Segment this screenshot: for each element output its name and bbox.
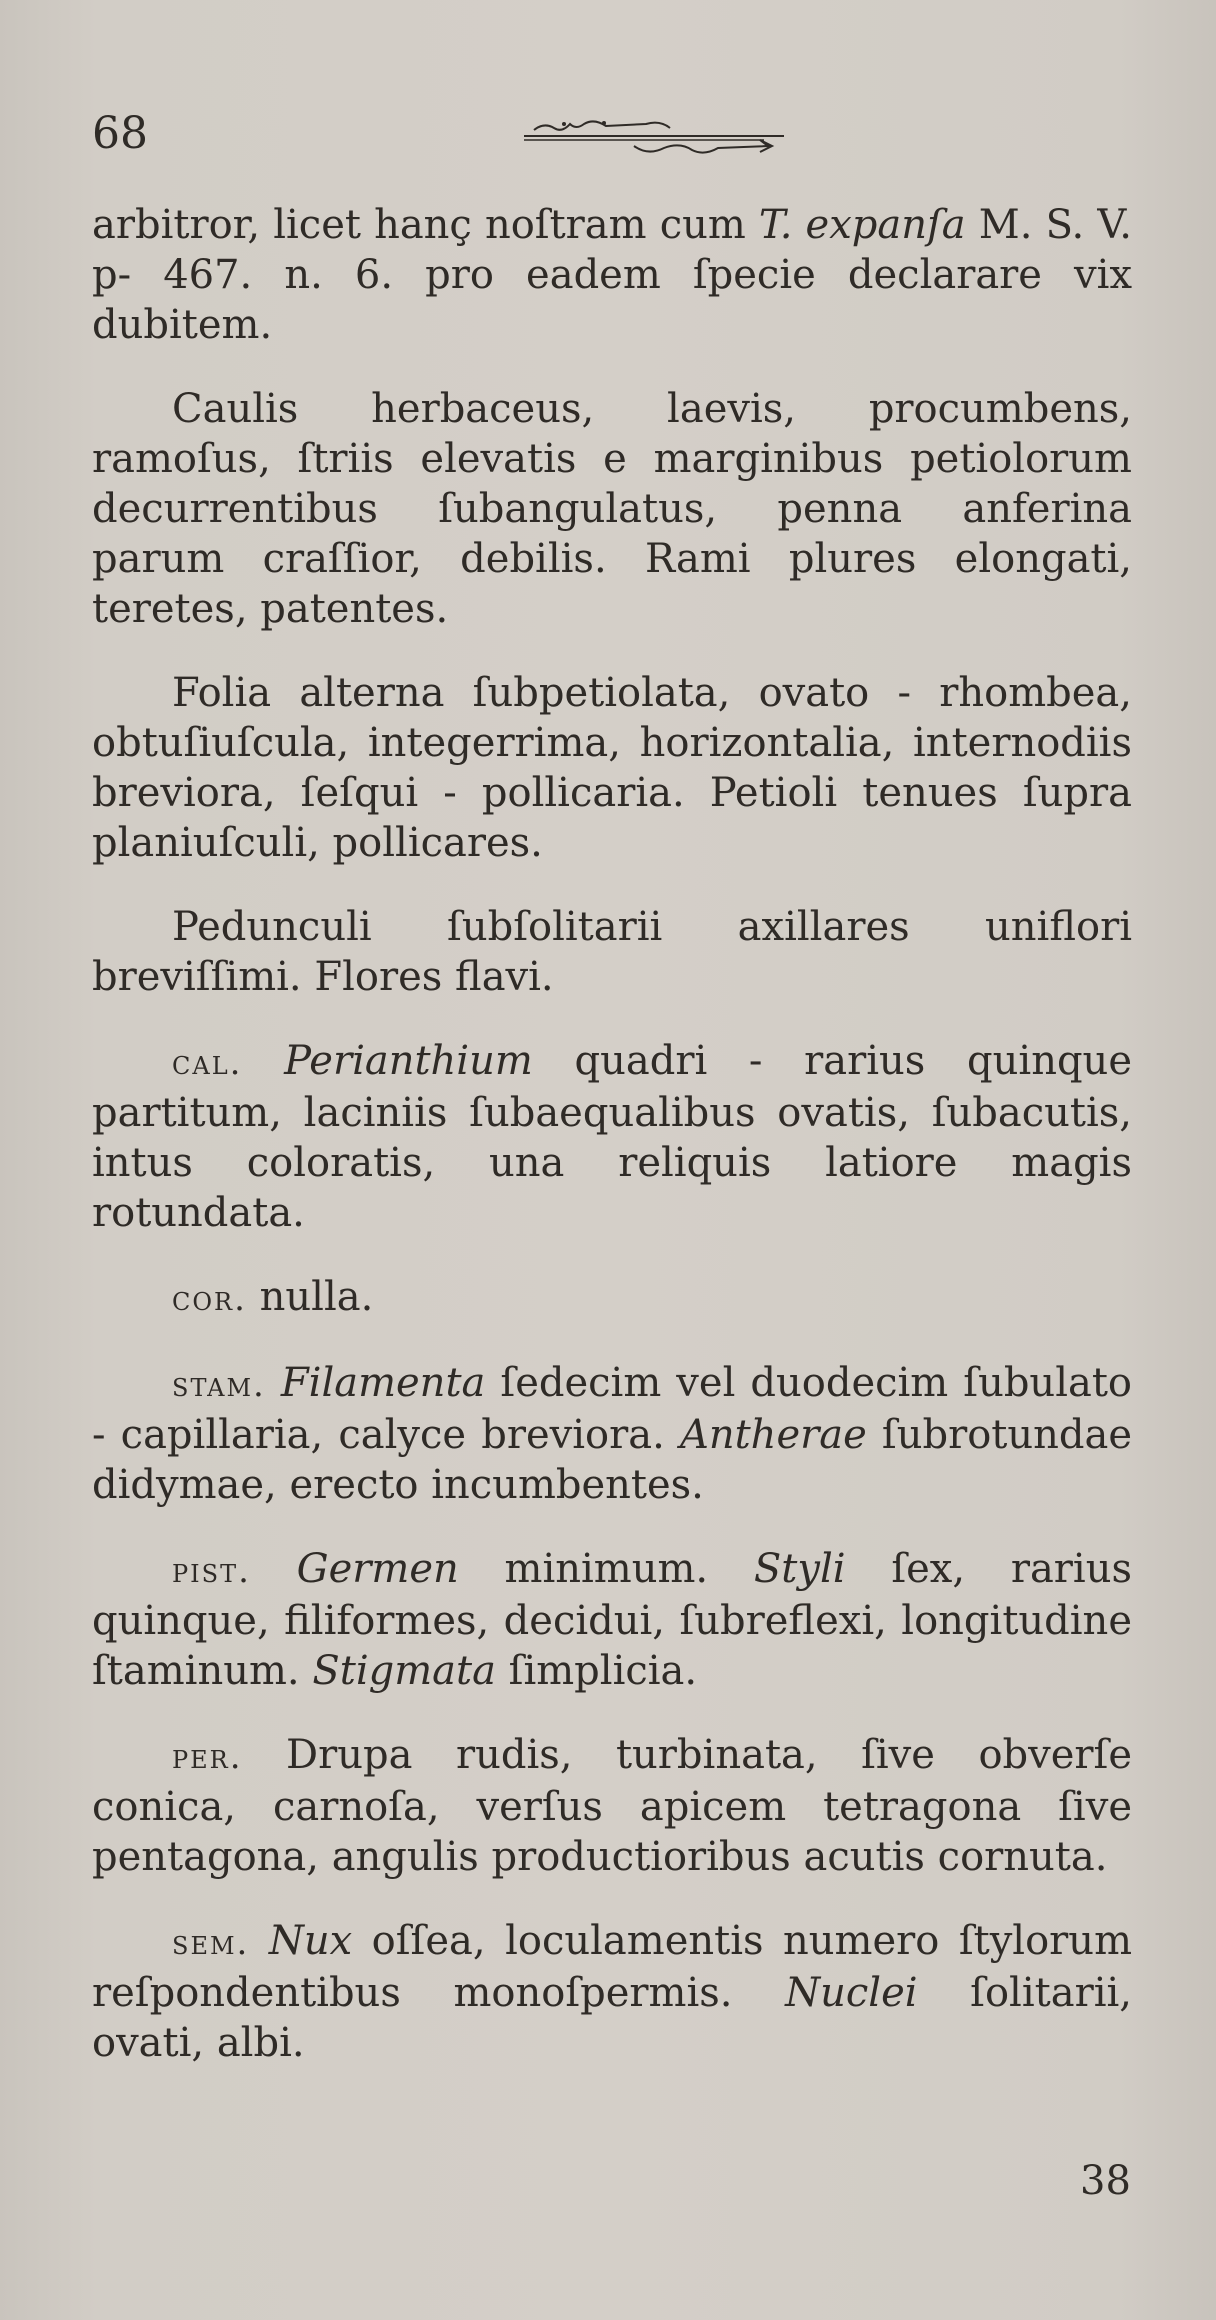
- paragraph: [92, 1916, 1132, 2068]
- paragraph: [92, 668, 1132, 868]
- section-label: pist.: [172, 1551, 251, 1591]
- page-header: [92, 108, 1132, 168]
- text-run: Caulis herbaceus, laevis, procumbens, ramoſus, ſtriis elevatis e marginibus petiolorum decurrentibus ſubangulatus, penna anferina parum craſſior, debilis. Rami plures elongati, teretes, patentes.: [92, 386, 1132, 632]
- decorative-rule-ornament-icon: [494, 112, 814, 162]
- section-label: sem.: [172, 1923, 250, 1963]
- paragraph: [92, 1544, 1132, 1696]
- italic-term: Stigmata: [312, 1648, 496, 1694]
- text-run: [242, 1038, 284, 1084]
- paragraph: [92, 1730, 1132, 1882]
- page-number: 68: [92, 108, 148, 159]
- italic-term: Styli: [753, 1546, 846, 1592]
- italic-term: Germen: [296, 1546, 459, 1592]
- text-run: oſſea, loculamentis numero ſtylorum reſpondentibus monoſpermis.: [92, 1918, 1132, 2016]
- italic-term: Filamenta: [280, 1360, 486, 1406]
- italic-term: Perianthium: [284, 1038, 533, 1084]
- text-run: [249, 1918, 269, 1964]
- catchword: 38: [1080, 2158, 1131, 2204]
- paragraph: [92, 1272, 1132, 1324]
- text-run: [266, 1360, 281, 1406]
- text-run: nulla.: [246, 1274, 374, 1320]
- text-run: ſubrotundae didymae, erecto incumbentes.: [92, 1412, 1132, 1508]
- text-run: M. S. V. p- 467. n. 6. pro eadem ſpecie declarare vix dubitem.: [92, 202, 1132, 348]
- paragraph: [92, 1358, 1132, 1510]
- main-text: [92, 200, 1132, 2102]
- italic-term: T. expanſa: [758, 202, 966, 248]
- text-run: ſolitarii, ovati, albi.: [92, 1970, 1132, 2066]
- paragraph: [92, 384, 1132, 634]
- section-label: stam.: [172, 1365, 266, 1405]
- text-run: Folia alterna ſubpetiolata, ovato - rhombea, obtuſiuſcula, integerrima, horizontalia, internodiis breviora, ſeſqui - pollicaria. Petioli tenues ſupra planiuſculi, pollicares.: [92, 670, 1132, 866]
- section-label: per.: [172, 1737, 243, 1777]
- section-label: cal.: [172, 1043, 243, 1083]
- italic-term: Nux: [268, 1918, 353, 1964]
- text-run: ſedecim vel duodecim ſubulato - capillaria, calyce breviora.: [92, 1360, 1132, 1458]
- text-run: quadri - rarius quinque partitum, laciniis ſubaequalibus ovatis, ſubacutis, intus coloratis, una reliquis latiore magis rotundata.: [92, 1038, 1132, 1236]
- text-run: minimum.: [458, 1546, 754, 1592]
- italic-term: Nuclei: [785, 1970, 918, 2016]
- text-run: ſimplicia.: [495, 1648, 698, 1694]
- paragraph: [92, 902, 1132, 1002]
- paragraph: [92, 1036, 1132, 1238]
- text-run: ſex, rarius quinque, filiformes, decidui, ſubreflexi, longitudine ſtaminum.: [92, 1546, 1132, 1694]
- italic-term: Antherae: [679, 1412, 867, 1458]
- section-label: cor.: [172, 1279, 247, 1319]
- text-run: Pedunculi ſubſolitarii axillares uniflori breviſſimi. Flores flavi.: [92, 904, 1132, 1000]
- text-run: [251, 1546, 297, 1592]
- paragraph: [92, 200, 1132, 350]
- text-run: Drupa rudis, turbinata, ſive obverſe conica, carnoſa, verſus apicem tetragona ſive pentagona, angulis productioribus acutis cornuta.: [92, 1732, 1132, 1880]
- text-run: arbitror, licet hanç noſtram cum: [92, 202, 759, 248]
